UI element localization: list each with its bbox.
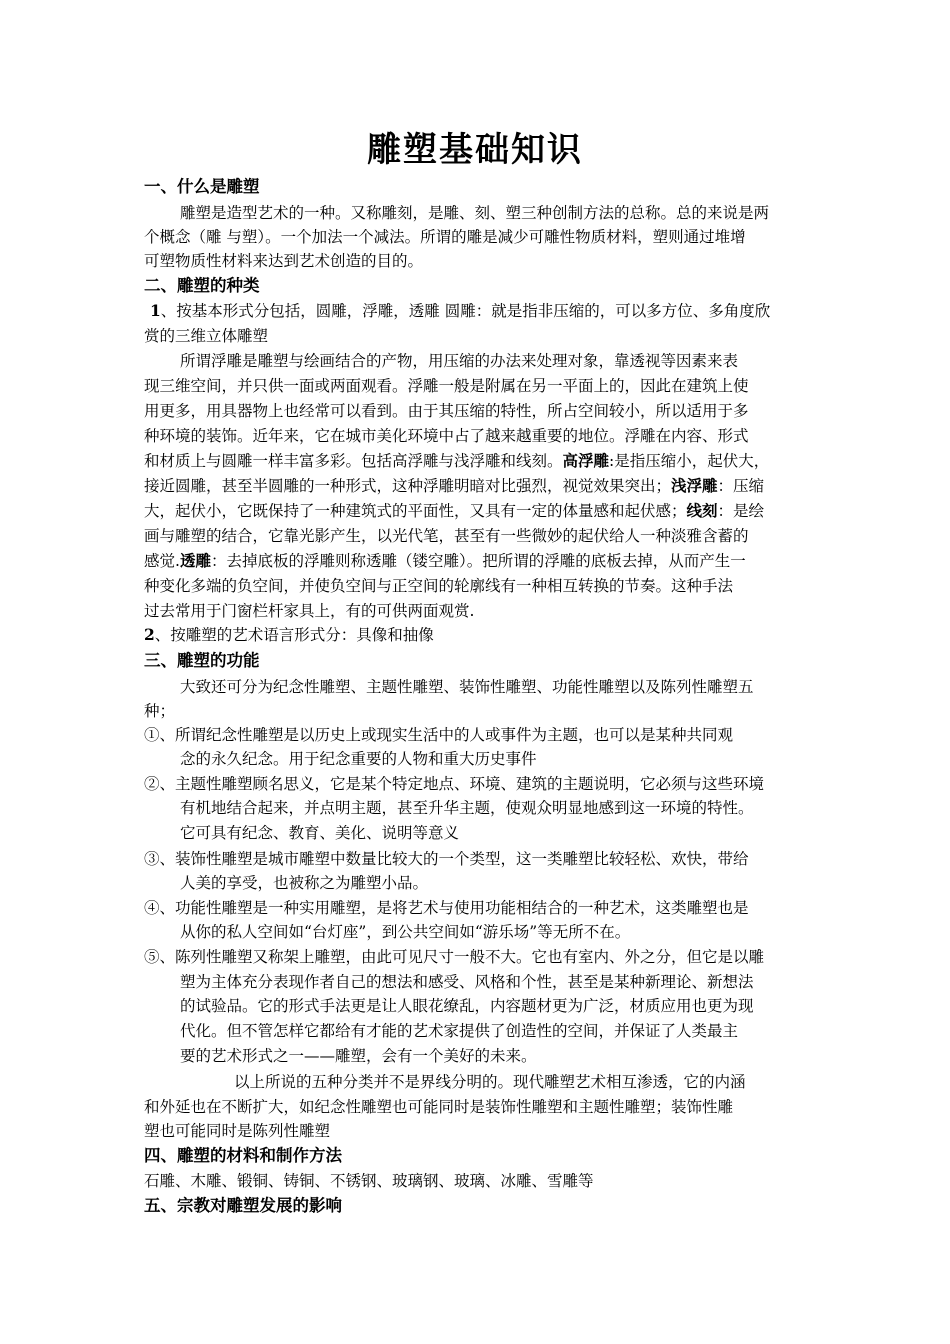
section-heading-2: 二、雕塑的种类 (144, 276, 260, 295)
paragraph-line: 画与雕塑的结合，它靠光影产生，以光代笔，甚至有一些微妙的起伏给人一种淡雅含蓄的 (144, 527, 749, 545)
paragraph-line: 过去常用于门窗栏杆家具上，有的可供两面观赏. (144, 602, 475, 620)
paragraph-line (144, 500, 814, 522)
function-item-3-cont: 人美的享受，也被称之为雕塑小品。 (180, 874, 429, 892)
list-text: 、按雕塑的艺术语言形式分：具像和抽像 (154, 626, 434, 644)
term-openwork: 透雕 (179, 551, 211, 570)
function-item-2: ②、主题性雕塑顾名思义，它是某个特定地点、环境、建筑的主题说明，它必须与这些环境 (144, 775, 765, 793)
paragraph-line: 和外延也在不断扩大，如纪念性雕塑也可能同时是装饰性雕塑和主题性雕塑；装饰性雕 (144, 1098, 734, 1116)
paragraph-line: 石雕、木雕、锻铜、铸铜、不锈钢、玻璃钢、玻璃、冰雕、雪雕等 (144, 1172, 594, 1190)
paragraph-line: 种； (144, 702, 176, 720)
text-run: ：去掉底板的浮雕则称透雕（镂空雕）。把所谓的浮雕的底板去掉，从而产生一 (210, 552, 746, 570)
document-title: 雕塑基础知识 (367, 130, 583, 170)
section-heading-4: 四、雕塑的材料和制作方法 (144, 1146, 342, 1165)
function-item-2-cont: 它可具有纪念、教育、美化、说明等意义 (180, 824, 460, 842)
text-run: 大，起伏小，它既保持了一种建筑式的平面性，又具有一定的体量感和起伏感； (144, 502, 687, 520)
function-item-2-cont: 有机地结合起来，并点明主题，甚至升华主题，使观众明显地感到这一环境的特性。 (180, 799, 754, 817)
paragraph-line: 以上所说的五种分类并不是界线分明的。现代雕塑艺术相互渗透，它的内涵 (234, 1073, 746, 1091)
term-low-relief: 浅浮雕 (671, 476, 718, 495)
function-item-1: ①、所谓纪念性雕塑是以历史上或现实生活中的人或事件为主题，也可以是某种共同观 (144, 726, 734, 744)
paragraph-line: 现三维空间，并只供一面或两面观看。浮雕一般是附属在另一平面上的，因此在建筑上使 (144, 377, 749, 395)
function-item-5-cont: 代化。但不管怎样它都给有才能的艺术家提供了创造性的空间，并保证了人类最主 (180, 1022, 739, 1040)
text-run: ：压缩 (717, 477, 765, 495)
paragraph-line: 个概念（雕 与塑）。一个加法一个减法。所谓的雕是减少可雕性物质材料，塑则通过堆增 (144, 228, 746, 246)
list-item-2 (144, 624, 814, 646)
paragraph-line (144, 550, 814, 572)
paragraph-line (144, 450, 814, 472)
paragraph-line: 雕塑是造型艺术的一种。又称雕刻，是雕、刻、塑三种创制方法的总称。总的来说是两 (180, 204, 770, 222)
paragraph-line: 种环境的装饰。近年来，它在城市美化环境中占了越来越重要的地位。浮雕在内容、形式 (144, 427, 749, 445)
paragraph-line: 大致还可分为纪念性雕塑、主题性雕塑、装饰性雕塑、功能性雕塑以及陈列性雕塑五 (180, 678, 754, 696)
paragraph-line: 塑也可能同时是陈列性雕塑 (144, 1122, 331, 1140)
term-high-relief: 高浮雕 (562, 451, 610, 470)
text-run: :是指压缩小，起伏大， (609, 452, 770, 470)
text-run: ：是绘 (717, 502, 765, 520)
list-number: 1 (150, 301, 161, 320)
function-item-5-cont: 塑为主体充分表现作者自己的想法和感受、风格和个性，甚至是某种新理论、新想法 (180, 973, 754, 991)
paragraph-line: 用更多，用具器物上也经常可以看到。由于其压缩的特性，所占空间较小，所以适用于多 (144, 402, 749, 420)
text-run: 感觉. (144, 552, 180, 570)
function-item-5-cont: 要的艺术形式之一——雕塑，会有一个美好的未来。 (180, 1047, 537, 1065)
function-item-5-cont: 的试验品。它的形式手法更是让人眼花缭乱，内容题材更为广泛，材质应用也更为现 (180, 997, 754, 1015)
term-line-carving: 线刻 (686, 501, 718, 520)
function-item-5: ⑤、陈列性雕塑又称架上雕塑，由此可见尺寸一般不大。它也有室内、外之分，但它是以雕 (144, 948, 765, 966)
function-item-4-cont: 从你的私人空间如“台灯座”，到公共空间如“游乐场”等无所不在。 (180, 923, 631, 941)
text-run: 和材质上与圆雕一样丰富多彩。包括高浮雕与浅浮雕和线刻。 (144, 452, 563, 470)
list-text: 、按基本形式分包括，圆雕，浮雕，透雕 圆雕：就是指非压缩的，可以多方位、多角度欣 (160, 302, 771, 320)
function-item-4: ④、功能性雕塑是一种实用雕塑，是将艺术与使用功能相结合的一种艺术，这类雕塑也是 (144, 899, 749, 917)
section-heading-1: 一、什么是雕塑 (144, 177, 260, 196)
paragraph-line: 可塑物质性材料来达到艺术创造的目的。 (144, 252, 424, 270)
function-item-3: ③、装饰性雕塑是城市雕塑中数量比较大的一个类型，这一类雕塑比较轻松、欢快，带给 (144, 850, 749, 868)
paragraph-line: 赏的三维立体雕塑 (144, 327, 269, 345)
paragraph-line: 所谓浮雕是雕塑与绘画结合的产物，用压缩的办法来处理对象，靠透视等因素来表 (180, 352, 739, 370)
function-item-1-cont: 念的永久纪念。用于纪念重要的人物和重大历史事件 (180, 750, 537, 768)
section-heading-3: 三、雕塑的功能 (144, 651, 260, 670)
paragraph-line (144, 475, 814, 497)
section-heading-5: 五、宗教对雕塑发展的影响 (144, 1196, 342, 1215)
paragraph-line: 种变化多端的负空间，并使负空间与正空间的轮廓线有一种相互转换的节奏。这种手法 (144, 577, 734, 595)
text-run: 接近圆雕，甚至半圆雕的一种形式，这种浮雕明暗对比强烈，视觉效果突出； (144, 477, 672, 495)
list-number: 2 (144, 625, 155, 644)
list-item-1 (150, 300, 820, 322)
